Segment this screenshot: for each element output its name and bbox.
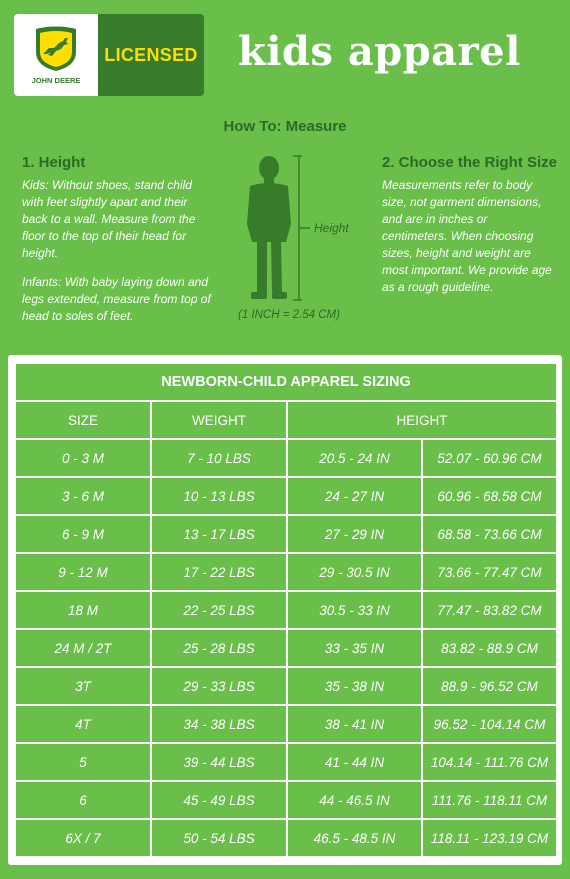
height-cm-cell: 68.58 - 73.66 CM xyxy=(422,515,557,553)
size-cell: 24 M / 2T xyxy=(15,629,151,667)
height-cm-cell: 104.14 - 111.76 CM xyxy=(422,743,557,781)
size-cell: 18 M xyxy=(15,591,151,629)
weight-cell: 22 - 25 LBS xyxy=(151,591,287,629)
weight-cell: 39 - 44 LBS xyxy=(151,743,287,781)
height-in-cell: 38 - 41 IN xyxy=(287,705,422,743)
height-in-cell: 27 - 29 IN xyxy=(287,515,422,553)
weight-column-header: WEIGHT xyxy=(151,401,287,439)
inch-conversion-note: (1 INCH = 2.54 CM) xyxy=(238,309,340,321)
kids-instructions: Kids: Without shoes, stand child with feet slightly apart and their back to a wall. Measure from the floor to the top of their head for height. xyxy=(22,178,196,260)
table-header-row xyxy=(15,401,557,439)
table-row xyxy=(15,819,557,857)
weight-cell: 50 - 54 LBS xyxy=(151,819,287,857)
brand-text: JOHN DEERE xyxy=(31,76,81,85)
weight-cell: 29 - 33 LBS xyxy=(151,667,287,705)
licensed-label: LICENSED xyxy=(104,44,198,65)
table-row xyxy=(15,705,557,743)
height-cm-cell: 88.9 - 96.52 CM xyxy=(422,667,557,705)
size-cell: 3T xyxy=(15,667,151,705)
table-row xyxy=(15,781,557,819)
table-row xyxy=(15,591,557,629)
height-cm-cell: 96.52 - 104.14 CM xyxy=(422,705,557,743)
size-cell: 6 - 9 M xyxy=(15,515,151,553)
weight-cell: 45 - 49 LBS xyxy=(151,781,287,819)
sizing-table-frame xyxy=(8,355,562,865)
table-row xyxy=(15,439,557,477)
weight-cell: 7 - 10 LBS xyxy=(151,439,287,477)
height-in-cell: 41 - 44 IN xyxy=(287,743,422,781)
logo-badge-area xyxy=(14,14,98,96)
height-column-header: HEIGHT xyxy=(287,401,557,439)
height-label: Height xyxy=(314,221,349,235)
choose-size-heading: 2. Choose the Right Size xyxy=(382,154,558,171)
size-cell: 4T xyxy=(15,705,151,743)
height-in-cell: 46.5 - 48.5 IN xyxy=(287,819,422,857)
weight-cell: 13 - 17 LBS xyxy=(151,515,287,553)
height-in-cell: 30.5 - 33 IN xyxy=(287,591,422,629)
size-cell: 9 - 12 M xyxy=(15,553,151,591)
height-cm-cell: 52.07 - 60.96 CM xyxy=(422,439,557,477)
height-cm-cell: 118.11 - 123.19 CM xyxy=(422,819,557,857)
weight-cell: 25 - 28 LBS xyxy=(151,629,287,667)
height-in-cell: 29 - 30.5 IN xyxy=(287,553,422,591)
weight-cell: 34 - 38 LBS xyxy=(151,705,287,743)
deer-emblem-icon xyxy=(32,26,80,72)
child-silhouette-icon xyxy=(236,154,316,304)
table-title: NEWBORN-CHILD APPAREL SIZING xyxy=(15,363,557,401)
size-cell: 5 xyxy=(15,743,151,781)
size-cell: 6X / 7 xyxy=(15,819,151,857)
size-cell: 6 xyxy=(15,781,151,819)
howto-heading: How To: Measure xyxy=(223,118,347,135)
weight-cell: 10 - 13 LBS xyxy=(151,477,287,515)
size-column-header: SIZE xyxy=(15,401,151,439)
licensed-panel xyxy=(98,14,204,96)
table-row xyxy=(15,743,557,781)
height-in-cell: 44 - 46.5 IN xyxy=(287,781,422,819)
size-cell: 0 - 3 M xyxy=(15,439,151,477)
height-cm-cell: 73.66 - 77.47 CM xyxy=(422,553,557,591)
weight-cell: 17 - 22 LBS xyxy=(151,553,287,591)
table-title-row xyxy=(15,363,557,401)
height-cm-cell: 83.82 - 88.9 CM xyxy=(422,629,557,667)
height-in-cell: 33 - 35 IN xyxy=(287,629,422,667)
table-row xyxy=(15,515,557,553)
john-deere-licensed-logo xyxy=(14,14,204,96)
size-cell: 3 - 6 M xyxy=(15,477,151,515)
height-in-cell: 35 - 38 IN xyxy=(287,667,422,705)
height-cm-cell: 60.96 - 68.58 CM xyxy=(422,477,557,515)
choose-size-text: Measurements refer to body size, not garment dimensions, and are in inches or centimeters. When choosing sizes, height and weight are most important. We provide age as a rough guideline. xyxy=(382,178,552,294)
height-cm-cell: 77.47 - 83.82 CM xyxy=(422,591,557,629)
table-row xyxy=(15,477,557,515)
sizing-table xyxy=(14,362,558,858)
height-cm-cell: 111.76 - 118.11 CM xyxy=(422,781,557,819)
height-in-cell: 20.5 - 24 IN xyxy=(287,439,422,477)
table-row xyxy=(15,667,557,705)
height-heading: 1. Height xyxy=(22,154,86,171)
page-title: kids apparel xyxy=(238,28,521,75)
infants-instructions: Infants: With baby laying down and legs extended, measure from top of head to soles of feet. xyxy=(22,275,211,323)
table-row xyxy=(15,629,557,667)
height-in-cell: 24 - 27 IN xyxy=(287,477,422,515)
table-row xyxy=(15,553,557,591)
